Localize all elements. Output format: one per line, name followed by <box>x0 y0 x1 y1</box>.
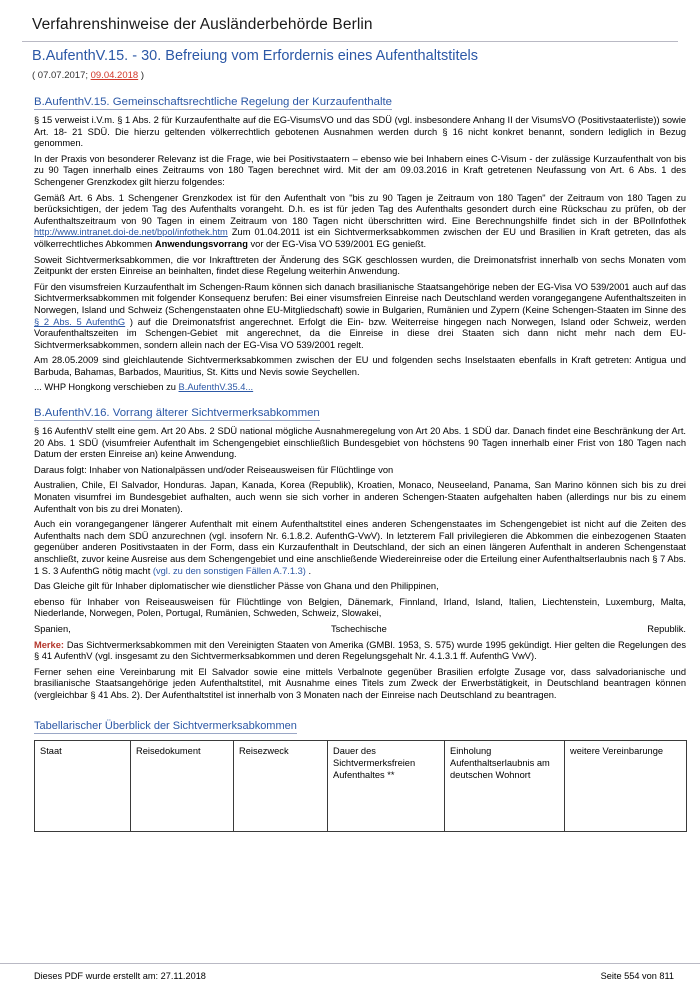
paragraph-with-link <box>34 382 686 394</box>
page-title: Verfahrenshinweise der Ausländerbehörde Berlin <box>32 16 373 33</box>
paragraph: Australien, Chile, El Salvador, Honduras. Japan, Kanada, Korea (Republik), Kroatien, Monaco, Neuseeland, Panama, San Marino können sich bis zu drei Monaten visumfrei im Bundesgebiet aufhalten, auch wenn sie sich vorher in anderen Schengen-Staaten aufgehalten haben (allerdings nur bis zu einem Aufenthalt von bis zu drei Monaten). <box>34 480 686 514</box>
section-heading-aufenthv15: B.AufenthV.15. Gemeinschaftsrechtliche Regelung der Kurzaufenthalte <box>34 96 392 108</box>
title-divider <box>22 41 678 42</box>
paragraph: Ferner sehen eine Vereinbarung mit El Salvador sowie eine mittels Verbalnote gegenüber Brasilien erfolgte Zusage vor, dass salvadorianische und brasilianische Staatsangehörige jeden Aufenthaltstitel, mit Ausnahme eines Titels zum Zweck der Erwerbstätigkeit, in Deutschland beantragen können (vergleichbar § 41 Abs. 2). Der Aufenthaltstitel ist innerhalb von 3 Monaten nach der Einreise nach Deutschland zu beantragen. <box>34 666 686 700</box>
table-header-cell: Dauer des Sichtvermerksfreien Aufenthaltes ** <box>328 740 445 831</box>
version-dates <box>32 70 678 81</box>
paragraph-with-link <box>34 282 686 352</box>
paragraph-with-link <box>34 193 686 251</box>
date-new: 09.04.2018 <box>90 70 139 81</box>
date-old: ( 07.07.2017; <box>32 70 88 81</box>
footer-created-text: Dieses PDF wurde erstellt am: 27.11.2018 <box>34 971 206 981</box>
date-close: ) <box>140 70 144 81</box>
page-footer <box>0 963 700 990</box>
paragraph: Soweit Sichtvermerksabkommen, die vor Inkrafttreten der Änderung des SGK geschlossen wurden, die Dreimonatsfrist innerhalb von sechs Monaten vom Zeitpunkt der ersten Einreise an beinhalten, findet diese Regelung weiterhin Anwendung. <box>34 254 686 277</box>
table-row <box>35 740 687 831</box>
paragraph-text: . <box>308 565 312 576</box>
paragraph: § 15 verweist i.V.m. § 1 Abs. 2 für Kurzaufenthalte auf die EG-VisumsVO und das SDÜ (vgl. insbesondere Anhang II der VisumsVO (Positivstaaterliste)) sowie Art. 18- 21 SDÜ. Die hierzu geltenden völkerrechtlich gebotenen Ausnahmen werden durch § 16 nicht konkret benannt, sondern lediglich in Bezug genommen. <box>34 115 686 149</box>
aufenthv-3544-link[interactable]: B.AufenthV.35.4... <box>178 382 254 393</box>
merke-label: Merke: <box>34 639 64 650</box>
aufenthg-reference-link[interactable]: § 2 Abs. 5 AufenthG <box>34 316 126 327</box>
table-header-cell: Reisezweck <box>234 740 328 831</box>
paragraph-text: Auch ein vorangegangener längerer Aufenthalt mit einem Aufenthaltstitel eines anderen Schengenstaates im Schengengebiet ist nicht auf die Zeiten des Aufenthalts nach dem SDÜ anzurechnen (vgl. insofern Nr. 6.1.8.2. AufenthG-VwV). In letzterem Fall privilegieren die Abkommen die einbezogenen Staaten gegenüber anderen Positivstaaten in der Form, dass ein Kurzaufenthalt in Deutschland, der sich an einen längeren Aufenthalt in anderen Schengenstaat anschließt, zuvor keine Ausreise aus dem Schengengebiet und eine anschließende Wiedereinreise oder die Erteilung einer Aufenthaltserlaubnis nach § 7 Abs. 1 S. 3 AufenthG nötig macht <box>34 519 686 576</box>
table-heading: Tabellarischer Überblick der Sichtvermerksabkommen <box>34 719 297 732</box>
paragraph-text: Gemäß Art. 6 Abs. 1 Schengener Grenzkodex ist für den Aufenthalt von "bis zu 90 Tagen je Zeitraum von 180 Tagen" der Zeitraum von 180 Tagen zu berücksichtigen, der jedem Tag des Aufenthalts vorangeht. D.h. es ist für jeden Tag des Aufenthalts gesondert durch eine Rückschau zu prüfen, ob der Aufenthaltszeitraum von 90 Tagen in einem Zeitraum von 180 Tagen nicht überschritten wird. Eine Berechnungshilfe findet sich in der BPolInfothek <box>34 192 686 226</box>
table-header-cell: Einholung Aufenthaltserlaubnis am deutschen Wohnort <box>445 740 565 831</box>
paragraph-text: Zum 01.04.2011 ist ein Sichtvermerksabkommen zwischen der EU und Brasilien in Kraft getreten, das als völkerrechtliches Abkommen <box>34 227 686 249</box>
table-header-cell: Reisedokument <box>131 740 234 831</box>
section-heading-aufenthv16: B.AufenthV.16. Vorrang älterer Sichtvermerksabkommen <box>34 407 320 420</box>
paragraph-text: ... WHP Hongkong verschieben zu <box>34 382 179 393</box>
paragraph: In der Praxis von besonderer Relevanz ist die Frage, wie bei Positivstaatern – ebenso wie bei Inhabern eines C-Visum - der zulässige Kurzaufenthalt von bis zu 90 Tagen innerhalb eines Zeitraums von 180 Tagen berechnet wird. Mit der am 09.03.2016 in Kraft getretenen Neufassung von Art. 6 Abs. 1 des Schengener Grenzkodex gilt hierzu folgendes: <box>34 153 686 187</box>
footer-page-number: Seite 554 von 811 <box>600 971 674 981</box>
merke-text: Das Sichtvermerksabkommen mit den Vereinigten Staaten von Amerika (GMBl. 1953, S. 575) wurde 1995 gekündigt. Hier gelten die Regelungen des § 41 AufenthV (vgl. insgesamt zu den Sichtvermerksabkommen und deren Regelungsgehalt Nr. 4.1.3.1 ff. AufenthG VwV). <box>34 639 686 662</box>
merke-paragraph <box>34 640 686 663</box>
a713-reference-link[interactable]: (vgl. zu den sonstigen Fällen A.7.1.3) <box>152 565 306 576</box>
section1-body <box>34 115 686 394</box>
paragraph: Daraus folgt: Inhaber von Nationalpässen und/oder Reiseausweisen für Flüchtlinge von <box>34 464 394 475</box>
paragraph-text: ) auf die Dreimonatsfrist angerechnet. Erfolgt die Ein- bzw. Weiterreise hingegen nach Norwegen, Island oder Schweiz, werden Voraufenthaltszeiten im Schengen-Gebiet mit angerechnet, da die Einreise in diese drei Staaten sich dann nicht mehr nach dem EU-Sichtvermerksabkommen, sondern allein nach der EG-Visa VO 539/2001 regelt. <box>34 316 686 350</box>
table-header-cell: weitere Vereinbarunge <box>565 740 687 831</box>
intranet-link[interactable]: http://www.intranet.doi-de.net/bpol/infothek.htm <box>34 227 228 238</box>
chapter-title: B.AufenthV.15. - 30. Befreiung vom Erfordernis eines Aufenthaltstitels <box>32 48 479 64</box>
section2-body <box>34 426 686 701</box>
emphasis-anwendungsvorrang: Anwendungsvorrang <box>154 238 248 249</box>
paragraph-with-link <box>34 519 686 577</box>
paragraph: § 16 AufenthV stellt eine gem. Art 20 Abs. 2 SDÜ national mögliche Ausnahmeregelung von Art 20 Abs. 1 SDÜ dar. Danach findet eine Beschränkung der Art. 20 Abs. 1 SDÜ (visumfreier Aufenthalt im Schengengebiet einschließlich Bundesgebiet von höchstens 90 Tagen innerhalb einer Frist von 180 Tagen nach Datum der ersten Einreise an) keine Anwendung. <box>34 426 686 460</box>
paragraph: Am 28.05.2009 sind gleichlautende Sichtvermerksabkommen zwischen der EU und folgenden sechs Inselstaaten ebenfalls in Kraft getreten: Antigua und Barbuda, Bahamas, Barbados, Mauritius, St. Kitts und Nevis sowie Seychellen. <box>34 355 686 377</box>
sichtvermerksabkommen-table <box>34 740 687 832</box>
table-header-cell: Staat <box>35 740 131 831</box>
paragraph-spread: Spanien, Tschechische Republik. <box>34 623 686 634</box>
paragraph-text: Für den visumsfreien Kurzaufenthalt im Schengen-Raum können sich danach brasilianische Staatsangehörige neben der EG-Visa VO 539/2001 auch auf das Sichtvermerksabkommen mit folgender Konsequenz berufen: Bei einer visumsfreien Einreise nach Deutschland werden vorangegangene Aufenthaltszeiten in Norwegen, Island und Schweiz (Schengenstaaten ohne EU-Mitgliedschaft) sowie in Bulgarien, Rumänien und Zypern (Keine Schengen-Staaten im Sinne des <box>34 281 686 315</box>
paragraph-text: vor der EG-Visa VO 539/2001 EG genießt. <box>250 238 427 249</box>
paragraph: ebenso für Inhaber von Reiseausweisen für Flüchtlinge von Belgien, Dänemark, Finnland, Irland, Island, Italien, Liechtenstein, Luxemburg, Malta, Niederlande, Norwegen, Polen, Portugal, Rumänien, Schweden, Schweiz, Slowakei, <box>34 596 686 619</box>
paragraph: Das Gleiche gilt für Inhaber diplomatischer wie dienstlicher Pässe von Ghana und den Philippinen, <box>34 581 439 592</box>
